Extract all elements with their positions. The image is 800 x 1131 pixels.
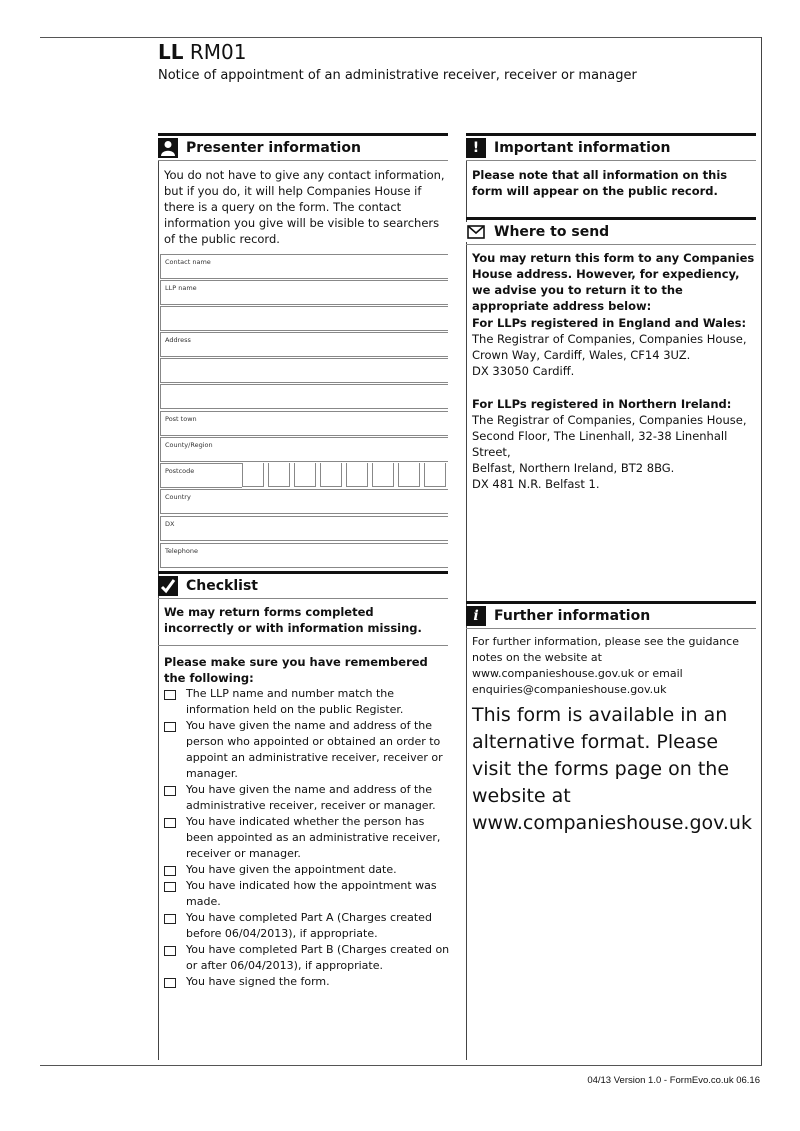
checkbox[interactable]: [164, 914, 176, 924]
exclamation-icon: !: [466, 138, 486, 158]
checklist-divider: [158, 645, 448, 646]
checklist-item-text: You have completed Part A (Charges created before 06/04/2013), if appropriate.: [186, 911, 432, 940]
checklist-prompt: Please make sure you have remembered the following:: [164, 655, 428, 685]
checkbox[interactable]: [164, 690, 176, 700]
checkbox[interactable]: [164, 946, 176, 956]
address-line: DX 481 N.R. Belfast 1.: [472, 477, 600, 491]
presenter-heading-underline: [158, 160, 448, 161]
address-line: Belfast, Northern Ireland, BT2 8BG.: [472, 461, 675, 475]
further-info-heading-underline: [466, 628, 756, 629]
england-wales-address: [472, 331, 758, 379]
checklist-item: [164, 974, 450, 990]
address-line: DX 33050 Cardiff.: [472, 364, 575, 378]
checklist-item: [164, 718, 450, 782]
checkbox[interactable]: [164, 978, 176, 988]
important-text: Please note that all information on this form will appear on the public record.: [472, 168, 728, 198]
dx-field[interactable]: [160, 516, 448, 541]
right-rule: [761, 37, 762, 1066]
country-field[interactable]: [160, 489, 448, 514]
bottom-rule: [40, 1065, 762, 1066]
person-icon: [158, 138, 178, 158]
presenter-intro: You do not have to give any contact information, but if you do, it will help Companies House if there is a query on the form. The contact information you give will be visible to searchers of the public record.: [164, 168, 445, 246]
where-to-send-heading: [466, 217, 756, 244]
checklist-item-text: You have indicated how the appointment was made.: [186, 879, 437, 908]
checkbox[interactable]: [164, 818, 176, 828]
llp-name-label: LLP name: [165, 284, 197, 292]
checklist-item-text: You have given the appointment date.: [186, 863, 397, 876]
telephone-field[interactable]: [160, 543, 448, 568]
alternative-format-notice: This form is available in an alternative format. Please visit the forms page on the website at www.companieshouse.gov.uk: [472, 704, 752, 834]
address-line: The Registrar of Companies, Companies House,: [472, 332, 747, 346]
contact-name-field[interactable]: [160, 254, 448, 279]
form-title: Notice of appointment of an administrative receiver, receiver or manager: [158, 68, 637, 83]
checklist-item: [164, 862, 450, 878]
checklist-heading: [158, 571, 448, 598]
where-to-send-heading-underline: [466, 244, 756, 245]
address-line: Second Floor, The Linenhall, 32-38 Linenhall Street,: [472, 429, 728, 459]
checklist-item-text: You have indicated whether the person has been appointed as an administrative receiver, receiver or manager.: [186, 815, 441, 860]
postcode-box[interactable]: [268, 463, 290, 487]
where-to-send-heading-label: Where to send: [494, 224, 610, 240]
checklist-item: [164, 782, 450, 814]
dx-label: DX: [165, 520, 175, 528]
checklist-item: [164, 878, 450, 910]
northern-ireland-heading: For LLPs registered in Northern Ireland:: [472, 397, 732, 411]
footer-version: 04/13 Version 1.0 - FormEvo.co.uk 06.16: [587, 1075, 760, 1086]
checklist-heading-label: Checklist: [186, 578, 258, 594]
checklist-items: [164, 686, 450, 990]
postcode-box[interactable]: [346, 463, 368, 487]
llp-name-line-2-field[interactable]: [160, 306, 448, 331]
checklist-item: [164, 942, 450, 974]
checkbox[interactable]: [164, 882, 176, 892]
checklist-item-text: You have signed the form.: [186, 975, 330, 988]
further-info-text: For further information, please see the guidance notes on the website at www.companieshouse.gov.uk or email enquiries@companieshouse.gov.uk: [472, 635, 739, 696]
post-town-field[interactable]: [160, 411, 448, 436]
postcode-field[interactable]: [160, 463, 242, 488]
postcode-box[interactable]: [398, 463, 420, 487]
llp-name-field[interactable]: [160, 280, 448, 305]
address-line: The Registrar of Companies, Companies House,: [472, 413, 747, 427]
envelope-icon: [466, 222, 486, 242]
further-info-heading: [466, 601, 756, 628]
telephone-label: Telephone: [165, 547, 199, 555]
checklist-item: [164, 686, 450, 718]
address-field[interactable]: [160, 332, 448, 357]
country-label: Country: [165, 493, 191, 501]
form-prefix: LL: [158, 40, 184, 64]
presenter-heading: [158, 133, 448, 160]
important-heading-label: Important information: [494, 140, 671, 156]
england-wales-heading: For LLPs registered in England and Wales:: [472, 316, 747, 330]
left-column-rule: [158, 160, 159, 1060]
checklist-heading-underline: [158, 598, 448, 599]
checklist-item-text: You have given the name and address of the administrative receiver, receiver or manager.: [186, 783, 436, 812]
postcode-box[interactable]: [320, 463, 342, 487]
checkbox[interactable]: [164, 866, 176, 876]
postcode-box[interactable]: [294, 463, 316, 487]
presenter-heading-label: Presenter information: [186, 140, 361, 156]
checklist-item: [164, 910, 450, 942]
address-label: Address: [165, 336, 191, 344]
checklist-item-text: You have completed Part B (Charges created on or after 06/04/2013), if appropriate.: [186, 943, 450, 972]
postcode-label: Postcode: [165, 467, 195, 475]
checkbox[interactable]: [164, 722, 176, 732]
northern-ireland-address: [472, 412, 758, 492]
where-to-send-intro: You may return this form to any Companies House address. However, for expediency, we advise you to return it to the appropriate address below:: [472, 251, 755, 313]
important-heading-underline: [466, 160, 756, 161]
form-number: RM01: [189, 40, 247, 64]
county-region-label: County/Region: [165, 441, 213, 449]
postcode-box[interactable]: [372, 463, 394, 487]
checkmark-icon: [158, 576, 178, 596]
top-rule: [40, 37, 762, 38]
checklist-warning: We may return forms completed incorrectly or with information missing.: [164, 605, 422, 635]
address-line-2-field[interactable]: [160, 358, 448, 383]
address-line: Crown Way, Cardiff, Wales, CF14 3UZ.: [472, 348, 691, 362]
postcode-box[interactable]: [424, 463, 446, 487]
contact-name-label: Contact name: [165, 258, 211, 266]
checklist-item-text: You have given the name and address of the person who appointed or obtained an order to appoint an administrative receiver, receiver or manager.: [186, 719, 443, 780]
further-info-heading-label: Further information: [494, 608, 651, 624]
checkbox[interactable]: [164, 786, 176, 796]
postcode-box[interactable]: [242, 463, 264, 487]
checklist-item: [164, 814, 450, 862]
form-code: [158, 40, 246, 64]
county-region-field[interactable]: [160, 437, 448, 462]
checklist-item-text: The LLP name and number match the information held on the public Register.: [186, 687, 404, 716]
important-heading: [466, 133, 756, 160]
address-line-3-field[interactable]: [160, 384, 448, 409]
info-icon: i: [466, 606, 486, 626]
post-town-label: Post town: [165, 415, 197, 423]
